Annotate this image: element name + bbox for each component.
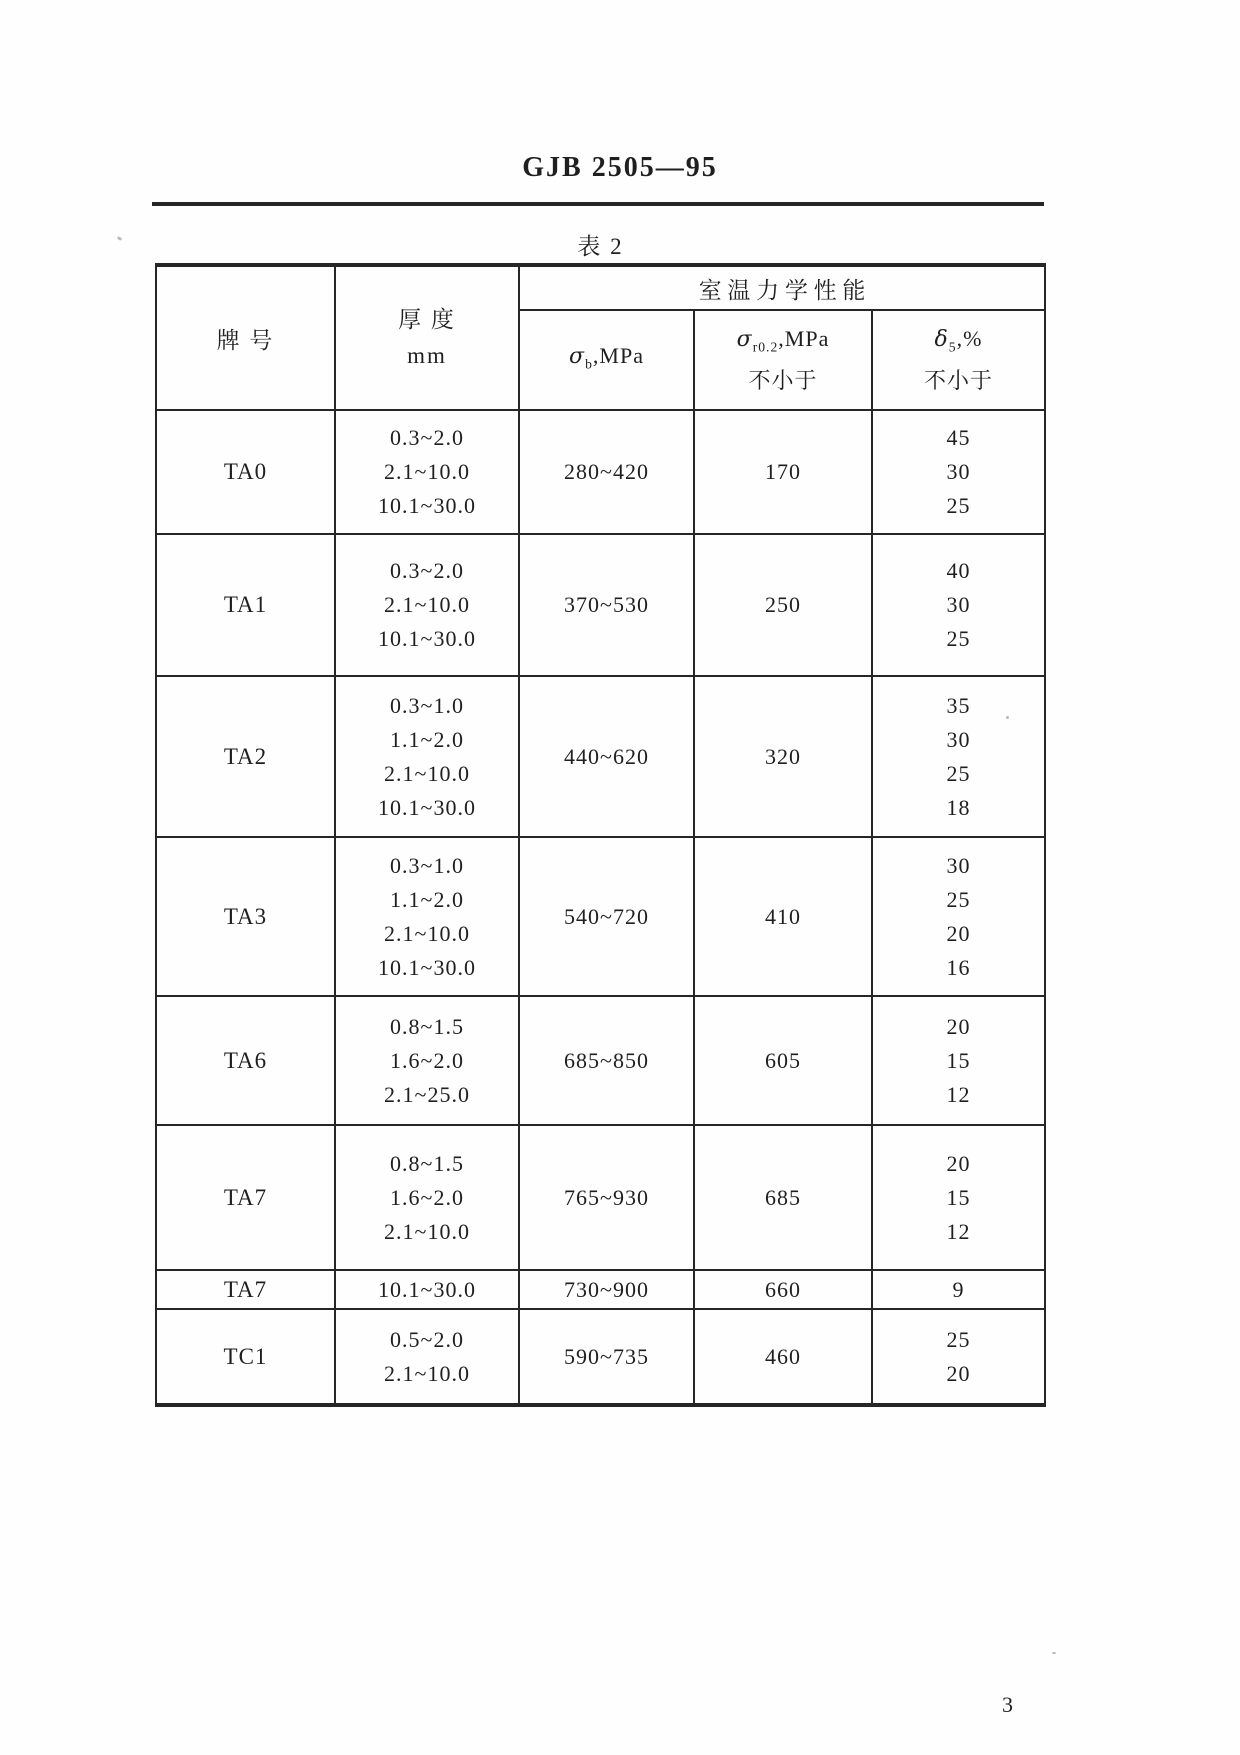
delta5-value: 30 [946,592,971,617]
sigma-b-cell: 370~530 [520,535,695,675]
delta5-value: 20 [946,1013,971,1039]
table-row [157,533,1044,675]
table-caption: 表 2 [577,234,624,259]
sigma-r02-cell: 660 [695,1271,873,1308]
table-row [157,409,1044,533]
sigma-b-cell: 590~735 [520,1310,695,1403]
table-row [157,995,1044,1124]
grade-cell: TA7 [157,1271,336,1308]
scan-speck [117,236,123,241]
delta5-value: 25 [946,493,971,518]
thickness-value: 2.1~10.0 [384,920,470,946]
column-header-sigma-r02 [695,311,873,409]
delta5-cell [873,838,1044,995]
data-table [155,263,1046,1407]
thickness-label: 厚 度 [398,307,456,332]
sigma-b-cell: 540~720 [520,838,695,995]
sigma-r02-cell: 170 [695,411,873,533]
scan-speck [1052,1652,1056,1654]
column-header-sigma-b [520,311,695,409]
thickness-cell [336,838,520,995]
grade-cell: TA6 [157,997,336,1124]
thickness-value: 2.1~10.0 [384,760,470,786]
delta5-value: 12 [946,1218,971,1244]
thickness-unit: mm [407,343,447,368]
thickness-value: 1.6~2.0 [390,1047,464,1073]
thickness-value: 10.1~30.0 [378,626,476,651]
table-body [157,409,1044,1403]
thickness-value: 0.5~2.0 [390,1326,464,1352]
sigma-b-cell: 730~900 [520,1271,695,1308]
sigma-b-cell: 280~420 [520,411,695,533]
thickness-value: 10.1~30.0 [378,954,476,980]
thickness-value: 0.3~2.0 [390,425,464,450]
sigma-b-cell: 765~930 [520,1126,695,1269]
thickness-value: 2.1~10.0 [384,459,470,484]
scan-speck [1006,716,1009,719]
thickness-value: 2.1~10.0 [384,1218,470,1244]
thickness-value: 0.8~1.5 [390,1013,464,1039]
delta5-value: 30 [946,726,971,752]
sigma-r02-cell: 685 [695,1126,873,1269]
delta5-cell [873,997,1044,1124]
table-row [157,1269,1044,1308]
grade-cell: TA7 [157,1126,336,1269]
delta5-value: 20 [946,1150,971,1176]
delta5-value: 25 [946,1326,971,1352]
header-rule [152,202,1044,206]
thickness-cell [336,535,520,675]
delta5-value: 40 [946,558,971,583]
thickness-value: 10.1~30.0 [378,493,476,518]
delta5-value: 25 [946,886,971,912]
thickness-cell [336,411,520,533]
delta5-value: 9 [952,1276,965,1302]
thickness-value: 0.3~2.0 [390,558,464,583]
thickness-value: 0.3~1.0 [390,852,464,878]
sigma-r02-cell: 250 [695,535,873,675]
thickness-value: 2.1~25.0 [384,1081,470,1107]
grade-cell: TA3 [157,838,336,995]
delta5-cell [873,1126,1044,1269]
table-row [157,1124,1044,1269]
doc-code: GJB 2505—95 [522,152,718,183]
delta5-label: $\delta_5,\%$ [934,325,983,355]
thickness-cell [336,1126,520,1269]
delta5-cell [873,1310,1044,1403]
table-header [157,267,1044,409]
delta5-cell [873,1271,1044,1308]
delta5-note: 不小于 [923,368,993,394]
delta5-value: 35 [946,692,971,718]
delta5-value: 18 [946,794,971,820]
delta5-value: 25 [946,626,971,651]
thickness-value: 1.6~2.0 [390,1184,464,1210]
thickness-value: 1.1~2.0 [390,726,464,752]
table-row [157,836,1044,995]
column-header-delta5 [873,311,1044,409]
sigma-b-label: $\sigma_b,MPa$ [569,342,644,372]
grade-cell: TA0 [157,411,336,533]
column-header-thickness [336,267,520,409]
delta5-value: 15 [946,1184,971,1210]
sigma-b-cell: 685~850 [520,997,695,1124]
thickness-cell [336,677,520,836]
thickness-cell [336,1310,520,1403]
delta5-value: 15 [946,1047,971,1073]
thickness-value: 0.3~1.0 [390,692,464,718]
delta5-cell [873,535,1044,675]
sigma-b-cell: 440~620 [520,677,695,836]
column-header-grade: 牌 号 [157,267,336,409]
delta5-value: 30 [946,459,971,484]
performance-group [520,267,1044,409]
performance-subheaders [520,311,1044,409]
delta5-value: 12 [946,1081,971,1107]
thickness-cell [336,997,520,1124]
thickness-value: 2.1~10.0 [384,1360,470,1386]
sigma-r02-label: $\sigma_{r0.2},MPa$ [736,325,830,355]
page-number: 3 [1002,1692,1013,1717]
sigma-r02-cell: 605 [695,997,873,1124]
thickness-value: 0.8~1.5 [390,1150,464,1176]
delta5-value: 30 [946,852,971,878]
thickness-value: 1.1~2.0 [390,886,464,912]
delta5-value: 20 [946,1360,971,1386]
grade-cell: TA2 [157,677,336,836]
grade-cell: TA1 [157,535,336,675]
sigma-r02-cell: 460 [695,1310,873,1403]
column-header-performance: 室 温 力 学 性 能 [520,267,1044,311]
thickness-value: 2.1~10.0 [384,592,470,617]
table-row [157,1308,1044,1403]
delta5-value: 20 [946,920,971,946]
grade-cell: TC1 [157,1310,336,1403]
sigma-r02-note: 不小于 [748,368,818,394]
sigma-r02-cell: 410 [695,838,873,995]
thickness-value: 10.1~30.0 [378,1276,476,1302]
delta5-cell [873,411,1044,533]
delta5-value: 16 [946,954,971,980]
delta5-value: 45 [946,425,971,450]
sigma-r02-cell: 320 [695,677,873,836]
thickness-value: 10.1~30.0 [378,794,476,820]
delta5-cell [873,677,1044,836]
thickness-cell [336,1271,520,1308]
table-row [157,675,1044,836]
delta5-value: 25 [946,760,971,786]
